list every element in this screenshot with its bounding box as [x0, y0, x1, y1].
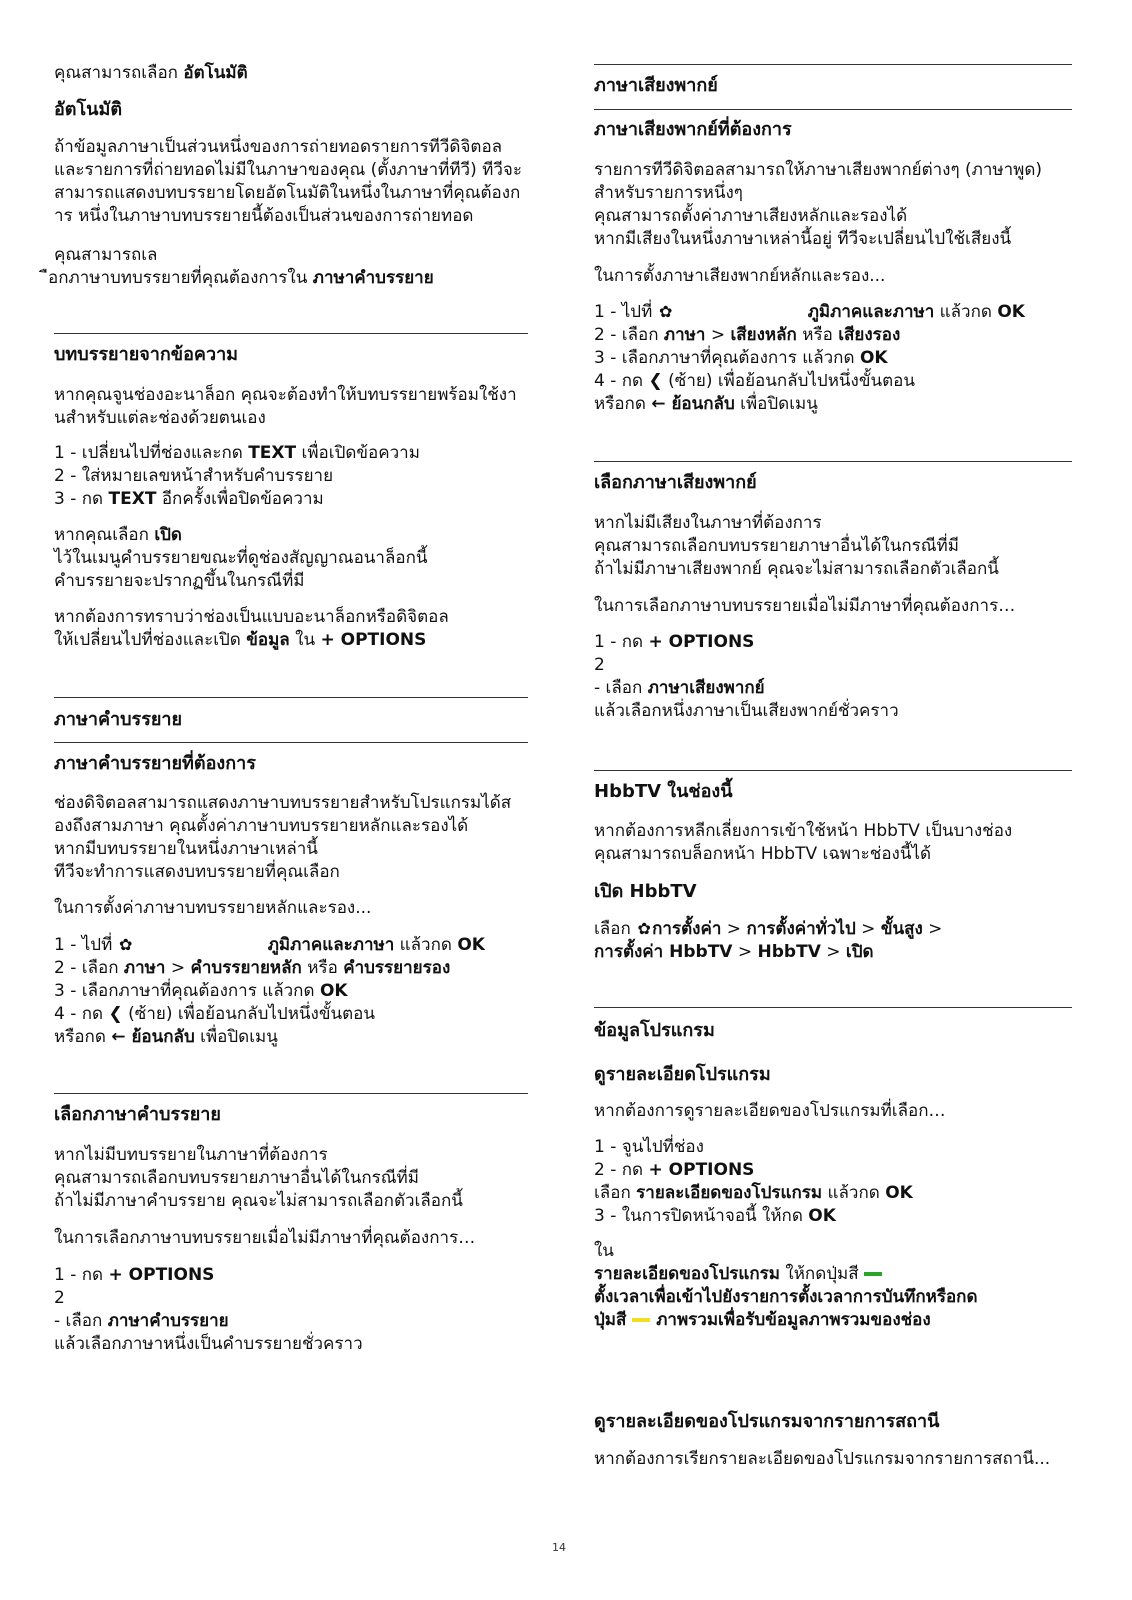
text-subtitle-paragraph-2: หากคุณเลือก เปิด ไว้ในเมนูคำบรรยายขณะที่ดูช่องสัญญาณอนาล็อกนี้ คำบรรยายจะปรากฏขึ้นในกรณีที่มี — [54, 525, 428, 591]
preferred-audio-paragraph: รายการทีวีดิจิตอลสามารถให้ภาษาเสียงพากย์ต่างๆ (ภาษาพูด) สำหรับรายการหนึ่งๆ คุณสามารถตั้งค่าภาษาเสียงหลักและรองได้ หากมีเสียงในหนึ่งภาษาเหล่านี้อยู่ ทีวีจะเปลี่ยนไปใช้เสียงนี้ — [594, 160, 1043, 249]
subtitle-language-heading: ภาษาคำบรรยาย — [54, 709, 183, 730]
view-program-heading: ดูรายละเอียดโปรแกรม — [594, 1064, 771, 1085]
gear-icon: ✿ — [659, 302, 673, 321]
view-program-paragraph: ใน รายละเอียดของโปรแกรม ให้กดปุ่มสี ตั้งเวลาเพื่อเข้าไปยังรายการตั้งเวลาการบันทึกหรือกด ปุ่มสี ภาพรวมเพื่อรับข้อมูลภาพรวมของช่อง — [594, 1241, 978, 1330]
preferred-subtitle-steps: 1 - ไปที่ ✿ ภูมิภาคและภาษา แล้วกด OK 2 - เลือก ภาษา > คำบรรยายหลัก หรือ คำบรรยายรอง 3 - เลือกภาษาที่คุณต้องการ แล้วกด OK 4 - กด ❮ (ซ้าย) เพื่อย้อนกลับไปหนึ่งขั้นตอน หรือกด ← ย้อนกลับ เพื่อปิดเมนู — [54, 935, 485, 1047]
chevron-left-icon: ❮ — [108, 1004, 123, 1024]
select-audio-intro: ในการเลือกภาษาบทบรรยายเมื่อไม่มีภาษาที่คุณต้องการ… — [594, 596, 1016, 616]
select-subtitle-intro: ในการเลือกภาษาบทบรรยายเมื่อไม่มีภาษาที่คุณต้องการ… — [54, 1228, 476, 1248]
auto-paragraph-2: คุณสามารถเล ือกภาษาบทบรรยายที่คุณต้องการใน ภาษาคำบรรยาย — [48, 245, 434, 288]
divider — [594, 770, 1072, 771]
station-program-heading: ดูรายละเอียดของโปรแกรมจากรายการสถานี — [594, 1411, 940, 1432]
preferred-audio-intro: ในการตั้งภาษาเสียงพากย์หลักและรอง... — [594, 266, 886, 286]
back-icon: ← ย้อนกลับ — [111, 1027, 195, 1047]
divider — [594, 109, 1072, 110]
divider — [594, 461, 1072, 462]
preferred-audio-heading: ภาษาเสียงพากย์ที่ต้องการ — [594, 119, 792, 140]
select-audio-heading: เลือกภาษาเสียงพากย์ — [594, 472, 757, 493]
gear-icon: ✿ — [637, 919, 651, 938]
divider — [594, 64, 1072, 65]
program-info-heading: ข้อมูลโปรแกรม — [594, 1020, 715, 1041]
text-subtitle-steps: 1 - เปลี่ยนไปที่ช่องและกด TEXT เพื่อเปิดข้อความ 2 - ใส่หมายเลขหน้าสำหรับคำบรรยาย 3 - กด TEXT อีกครั้งเพื่อปิดข้อความ — [54, 443, 420, 509]
divider — [594, 1007, 1072, 1008]
select-subtitle-steps: 1 - กด + OPTIONS 2 - เลือก ภาษาคำบรรยาย แล้วเลือกภาษาหนึ่งเป็นคำบรรยายชั่วคราว — [54, 1265, 363, 1354]
view-program-steps: 1 - จูนไปที่ช่อง 2 - กด + OPTIONS เลือก รายละเอียดของโปรแกรม แล้วกด OK 3 - ในการปิดหน้าจอนี้ ให้กด OK — [594, 1137, 913, 1226]
select-subtitle-heading: เลือกภาษาคำบรรยาย — [54, 1104, 221, 1125]
gear-icon: ✿ — [119, 935, 133, 954]
select-audio-paragraph: หากไม่มีเสียงในภาษาที่ต้องการ คุณสามารถเลือกบทบรรยายภาษาอื่นได้ในกรณีที่มี ถ้าไม่มีภาษาเสียงพากย์ คุณจะไม่สามารถเลือกตัวเลือกนี้ — [594, 513, 999, 579]
divider — [54, 333, 528, 334]
preferred-audio-steps: 1 - ไปที่ ✿ ภูมิภาคและภาษา แล้วกด OK 2 - เลือก ภาษา > เสียงหลัก หรือ เสียงรอง 3 - เลือกภาษาที่คุณต้องการ แล้วกด OK 4 - กด ❮ (ซ้าย) เพื่อย้อนกลับไปหนึ่งขั้นตอน หรือกด ← ย้อนกลับ เพื่อปิดเมนู — [594, 302, 1025, 414]
audio-language-heading: ภาษาเสียงพากย์ — [594, 75, 718, 96]
hbbtv-on-heading: เปิด HbbTV — [594, 881, 697, 902]
station-program-intro: หากต้องการเรียกรายละเอียดของโปรแกรมจากรายการสถานี... — [594, 1449, 1051, 1469]
select-subtitle-paragraph: หากไม่มีบทบรรยายในภาษาที่ต้องการ คุณสามารถเลือกบทบรรยายภาษาอื่นได้ในกรณีที่มี ถ้าไม่มีภาษาคำบรรยาย คุณจะไม่สามารถเลือกตัวเลือกนี้ — [54, 1145, 463, 1211]
text-subtitle-heading: บทบรรยายจากข้อความ — [54, 344, 239, 365]
back-icon: ← ย้อนกลับ — [651, 394, 735, 414]
text-subtitle-paragraph: หากคุณจูนช่องอะนาล็อก คุณจะต้องทำให้บทบรรยายพร้อมใช้งา นสำหรับแต่ละช่องด้วยตนเอง — [54, 385, 517, 428]
divider — [54, 742, 528, 743]
page-number: 14 — [552, 1541, 566, 1554]
preferred-subtitle-paragraph: ช่องดิจิตอลสามารถแสดงภาษาบทบรรยายสำหรับโปรแกรมได้ส องถึงสามภาษา คุณตั้งค่าภาษาบทบรรยายหลักและรองได้ หากมีบทบรรยายในหนึ่งภาษาเหล่านี้ ทีวีจะทำการแสดงบทบรรยายที่คุณเลือก — [54, 793, 512, 882]
view-program-intro: หากต้องการดูรายละเอียดของโปรแกรมที่เลือก… — [594, 1101, 946, 1121]
auto-heading: อัตโนมัติ — [54, 99, 123, 120]
chevron-left-icon: ❮ — [648, 371, 663, 391]
yellow-key-icon — [632, 1318, 650, 1322]
hbbtv-on-path: เลือก ✿การตั้งค่า > การตั้งค่าทั่วไป > ขั้นสูง > การตั้งค่า HbbTV > HbbTV > เปิด — [594, 919, 943, 962]
text-subtitle-paragraph-3: หากต้องการทราบว่าช่องเป็นแบบอะนาล็อกหรือดิจิตอล ให้เปลี่ยนไปที่ช่องและเปิด ข้อมูล ใน + OPTIONS — [54, 607, 449, 650]
intro-line: คุณสามารถเลือก อัตโนมัติ — [54, 63, 248, 83]
select-audio-steps: 1 - กด + OPTIONS 2 - เลือก ภาษาเสียงพากย์ แล้วเลือกหนึ่งภาษาเป็นเสียงพากย์ชั่วคราว — [594, 632, 899, 721]
divider — [54, 697, 528, 698]
preferred-subtitle-intro: ในการตั้งค่าภาษาบทบรรยายหลักและรอง... — [54, 898, 372, 918]
preferred-subtitle-heading: ภาษาคำบรรยายที่ต้องการ — [54, 753, 256, 774]
hbbtv-paragraph: หากต้องการหลีกเลี่ยงการเข้าใช้หน้า HbbTV เป็นบางช่อง คุณสามารถบล็อกหน้า HbbTV เฉพาะช่องนี้ได้ — [594, 821, 1013, 864]
green-key-icon — [864, 1272, 882, 1276]
divider — [54, 1093, 528, 1094]
hbbtv-heading: HbbTV ในช่องนี้ — [594, 781, 733, 802]
auto-paragraph: ถ้าข้อมูลภาษาเป็นส่วนหนึ่งของการถ่ายทอดรายการทีวีดิจิตอล และรายการที่ถ่ายทอดไม่มีในภาษาของคุณ (ตั้งภาษาที่ทีวี) ทีวีจะ สามารถแสดงบทบรรยายโดยอัตโนมัติในหนึ่งในภาษาที่คุณต้องก าร หนึ่งในภาษาบทบรรยายนี้ต้องเป็นส่วนของการถ่ายทอด — [54, 137, 522, 226]
